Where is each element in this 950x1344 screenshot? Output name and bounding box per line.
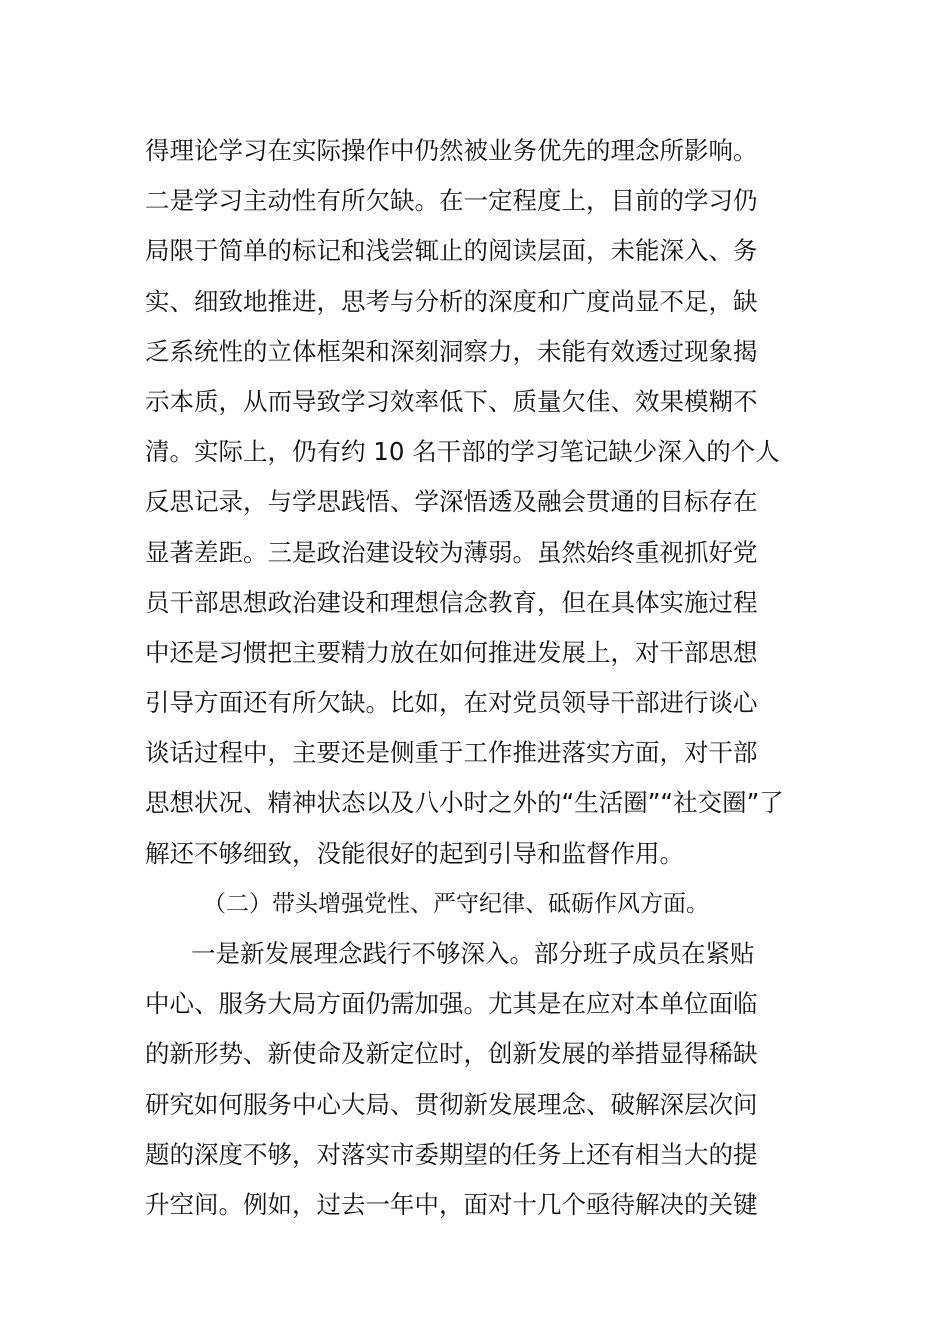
text-line: 一是新发展理念践行不够深入。部分班子成员在紧贴 (191, 939, 755, 968)
text-line: 显著差距。三是政治建设较为薄弱。虽然始终重视抓好党 (145, 537, 758, 567)
text-line: 升空间。例如，过去一年中，面对十几个亟待解决的关键 (145, 1189, 758, 1219)
text-line: 引导方面还有所欠缺。比如，在对党员领导干部进行谈心 (145, 688, 758, 718)
text-line: 题的深度不够，对落实市委期望的任务上还有相当大的提 (145, 1139, 758, 1169)
document-body (145, 126, 815, 1230)
text-line: 解还不够细致，没能很好的起到引导和监督作用。 (145, 838, 684, 868)
text-line: 中心、服务大局方面仍需加强。尤其是在应对本单位面临 (145, 989, 758, 1019)
text-line: 中还是习惯把主要精力放在如何推进发展上，对干部思想 (145, 637, 758, 667)
text-line: 谈话过程中，主要还是侧重于工作推进落实方面，对干部 (145, 738, 758, 768)
text-line: 局限于简单的标记和浅尝辄止的阅读层面，未能深入、务 (145, 236, 758, 266)
text-line: 乏系统性的立体框架和深刻洞察力，未能有效透过现象揭 (145, 336, 758, 366)
text-line: 二是学习主动性有所欠缺。在一定程度上，目前的学习仍 (145, 186, 758, 216)
text-line: 反思记录，与学思践悟、学深悟透及融会贯通的目标存在 (145, 487, 758, 517)
text-line: 思想状况、精神状态以及八小时之外的“生活圈”“社交圈”了 (145, 788, 784, 818)
text-line: 的新形势、新使命及新定位时，创新发展的举措显得稀缺 (145, 1039, 758, 1069)
section-heading: （二）带头增强党性、严守纪律、砥砺作风方面。 (203, 890, 709, 917)
text-line: 得理论学习在实际操作中仍然被业务优先的理念所影响。 (145, 136, 758, 165)
text-line: 员干部思想政治建设和理想信念教育，但在具体实施过程 (145, 587, 758, 617)
text-line: 实、细致地推进，思考与分析的深度和广度尚显不足，缺 (145, 286, 758, 316)
text-line: 示本质，从而导致学习效率低下、质量欠佳、效果模糊不 (145, 386, 758, 416)
text-line: 研究如何服务中心大局、贯彻新发展理念、破解深层次问 (145, 1089, 758, 1119)
text-line: 清。实际上，仍有约 10 名干部的学习笔记缺少深入的个人 (145, 437, 780, 467)
